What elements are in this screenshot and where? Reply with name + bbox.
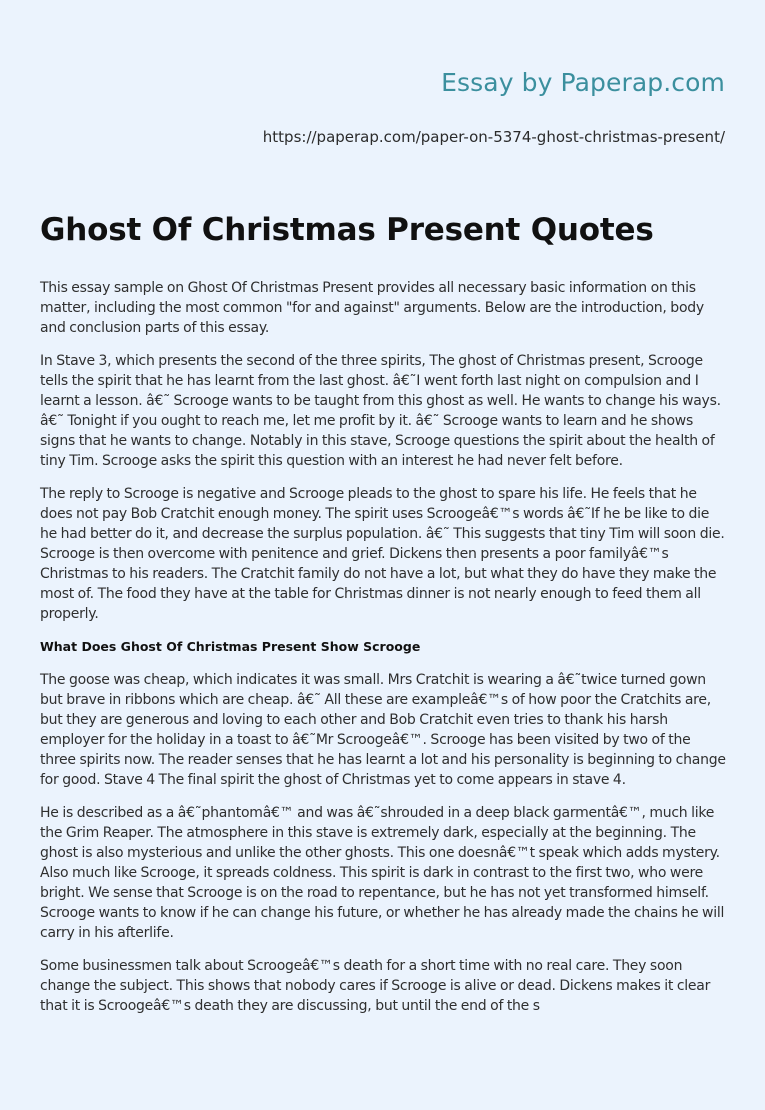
body-paragraph: Some businessmen talk about Scroogeâ€™s death for a short time with no real care. They soon change the subject. This shows that nobody cares if Scrooge is alive or dead. Dickens makes it clear that it is Scroogeâ€™s death they are discussing, but until the end of the s [40, 958, 711, 1014]
essay-body [40, 278, 726, 1029]
body-paragraph: The reply to Scrooge is negative and Scrooge pleads to the ghost to spare his life. He feels that he does not pay Bob Cratchit enough money. The spirit uses Scroogeâ€™s words â€˜If he be like to die he had better do it, and decrease the surplus population. â€˜ This suggests that tiny Tim will soon die. Scrooge is then overcome with penitence and grief. Dickens then presents a poor familyâ€™s Christmas to his readers. The Cratchit family do not have a lot, but what they do have they make the most of. The food they have at the table for Christmas dinner is not nearly enough to feed them all properly. [40, 486, 725, 622]
intro-paragraph: This essay sample on Ghost Of Christmas Present provides all necessary basic information on this matter, including the most common "for and against" arguments. Below are the introduction, body and conclusion parts of this essay. [40, 280, 704, 336]
essay-title: Ghost Of Christmas Present Quotes [40, 212, 654, 248]
body-paragraph: He is described as a â€˜phantomâ€™ and was â€˜shrouded in a deep black garmentâ€™, much like the Grim Reaper. The atmosphere in this stave is extremely dark, especially at the beginning. The ghost is also mysterious and unlike the other ghosts. This one doesnâ€™t speak which adds mystery. Also much like Scrooge, it spreads coldness. This spirit is dark in contrast to the first two, who were bright. We sense that Scrooge is on the road to repentance, but he has not yet transformed himself. Scrooge wants to know if he can change his future, or whether he has already made the chains he will carry in his afterlife. [40, 805, 725, 941]
body-paragraph: The goose was cheap, which indicates it was small. Mrs Cratchit is wearing a â€˜twice turned gown but brave in ribbons which are cheap. â€˜ All these are exampleâ€™s of how poor the Cratchits are, but they are generous and loving to each other and Bob Cratchit even tries to thank his harsh employer for the holiday in a toast to â€˜Mr Scroogeâ€™. Scrooge has been visited by two of the three spirits now. The reader senses that he has learnt a lot and his personality is beginning to change for good. Stave 4 The final spirit the ghost of Christmas yet to come appears in stave 4. [40, 672, 726, 788]
body-paragraph: In Stave 3, which presents the second of the three spirits, The ghost of Christmas present, Scrooge tells the spirit that he has learnt from the last ghost. â€˜I went forth last night on compulsion and I learnt a lesson. â€˜ Scrooge wants to be taught from this ghost as well. He wants to change his ways. â€˜ Tonight if you ought to reach me, let me profit by it. â€˜ Scrooge wants to learn and he shows signs that he wants to change. Notably in this stave, Scrooge questions the spirit about the health of tiny Tim. Scrooge asks the spirit this question with an interest he had never felt before. [40, 353, 721, 469]
section-heading: What Does Ghost Of Christmas Present Show Scrooge [40, 639, 421, 654]
source-url[interactable]: https://paperap.com/paper-on-5374-ghost-christmas-present/ [262, 128, 725, 146]
site-brand[interactable]: Essay by Paperap.com [441, 68, 725, 97]
